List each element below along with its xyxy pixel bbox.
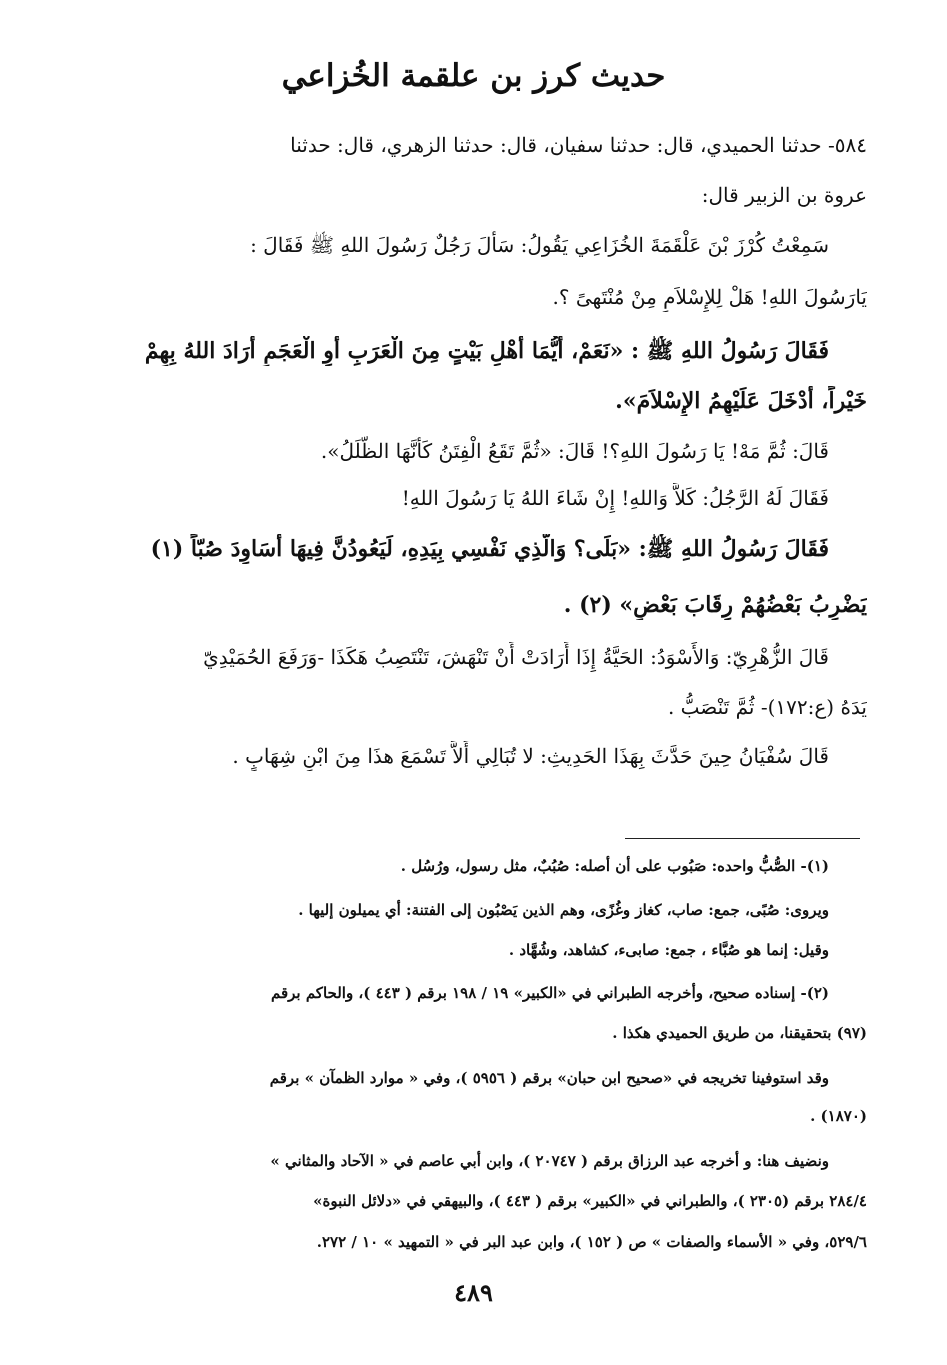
footnote-line: (٢)- إسناده صحيح، وأخرجه الطبراني في «الكبير» ١٩ / ١٩٨ برقم ( ٤٤٣ )، والحاكم برقم	[271, 984, 829, 1002]
footnote-line: ونضيف هنا: و أخرجه عبد الرزاق برقم ( ٢٠٧٤٧ )، وابن أبي عاصم في « الآحاد والمثاني »	[270, 1152, 829, 1170]
text-line-hadith: يَارَسُولَ اللهِ! هَلْ لِلإِسْلاَمِ مِنْ مُنْتَهىً ؟.	[552, 285, 867, 309]
text-line-prophet-saying: خَيْراً، أَدْخَلَ عَلَيْهِمُ الإِسْلاَمَ».	[615, 388, 867, 414]
page-number: ٤٨٩	[454, 1278, 493, 1307]
footnote-line: ٥٢٩/٦، وفي « الأسماء والصفات » ص ( ١٥٢ )، وابن عبد البر في « التمهيد » ١٠ / ٢٧٢.	[316, 1233, 867, 1251]
text-line-isnad: ٥٨٤- حدثنا الحميدي، قال: حدثنا سفيان، قال: حدثنا الزهري، قال: حدثنا	[290, 133, 867, 157]
text-line-prophet-saying: فَقَالَ رَسُولُ اللهِ ﷺ: «بَلَى؟ وَالَّذِي نَفْسِي بِيَدِهِ، لَيَعُودُنَّ فِيهَا أَسَاوِدَ صُبّاً (١)	[150, 536, 829, 562]
footnote-line: (١٨٧٠) .	[810, 1107, 867, 1125]
text-line-commentary: يَدَهُ (ع:١٧٢)- ثُمَّ تَنْصَبُّ .	[667, 695, 867, 719]
footnote-line: ويروى: صُبًى، جمع: صاب، كغاز وغُزًى، وهم الذين يَصْبُون إلى الفتنة: أي يميلون إليها .	[298, 901, 829, 919]
footnote-line: ٢٨٤/٤ برقم (٢٣٠٥ )، والطبراني في «الكبير» برقم ( ٤٤٣ )، والبيهقي في «دلائل النبوة»	[313, 1192, 867, 1210]
footnote-separator	[625, 838, 860, 839]
footnote-line: وقد استوفينا تخريجه في «صحيح ابن حبان» برقم ( ٥٩٥٦ )، وفي « موارد الظمآن » برقم	[269, 1069, 829, 1087]
text-line-prophet-saying: يَضْرِبُ بَعْضُهُمْ رِقَابَ بَعْضٍ» (٢) .	[563, 592, 867, 618]
text-line-commentary: قَالَ سُفْيَانُ حِينَ حَدَّثَ بِهَذَا الحَدِيثِ: لا تُبَالِي أَلاَّ تَسْمَعَ هذَا مِنَ ابْنِ شِهَابٍ .	[232, 744, 829, 768]
footnote-line: (٩٧) بتحقيقنا، من طريق الحميدي هكذا .	[612, 1024, 867, 1042]
text-line-prophet-saying: فَقَالَ رَسُولُ اللهِ ﷺ : «نَعَمْ، أَيُّمَا أَهْلِ بَيْتٍ مِنَ الْعَرَبِ أَوِ الْعَجَمِ أَرَادَ اللهُ بِهِمْ	[144, 338, 829, 364]
text-line-hadith: فَقَالَ لَهُ الرَّجُلُ: كَلاَّ وَاللهِ! إِنْ شَاءَ اللهُ يَا رَسُولَ اللهِ!	[401, 486, 829, 510]
chapter-title: حديث كرز بن علقمة الخُزاعي	[281, 58, 666, 94]
text-line-commentary: قَالَ الزُّهْرِيّ: وَالأَسْوَدُ: الحَيَّةُ إِذَا أَرَادَتْ أَنْ تَنْهَشَ، تَنْتَصِبُ هَكَذَا -وَرَفَعَ الحُمَيْدِيّ	[203, 645, 829, 669]
text-line-hadith: سَمِعْتُ كُرْزَ بْنَ عَلْقَمَةَ الخُزَاعِي يَقُولُ: سَأَلَ رَجُلٌ رَسُولَ اللهِ ﷺ فَقَالَ :	[250, 233, 829, 257]
footnote-line: (١)- الصُّبُّ واحده: صَبُوب على أن أصله: صُبُبٌ، مثل رسول، ورُسُل .	[400, 857, 829, 875]
footnote-line: وقيل: إنما هو صُبَّاء ، جمع: صابىء، كشاهد، وشُهَّاد .	[508, 941, 829, 959]
text-line-hadith: قَالَ: ثُمَّ مَهْ! يَا رَسُولَ اللهِ؟! قَالَ: «ثُمَّ تَقَعُ الْفِتَنُ كَأَنَّهَا الظُّلَلُ».	[320, 439, 829, 463]
text-line-isnad-end: عروة بن الزبير قال:	[701, 183, 867, 207]
